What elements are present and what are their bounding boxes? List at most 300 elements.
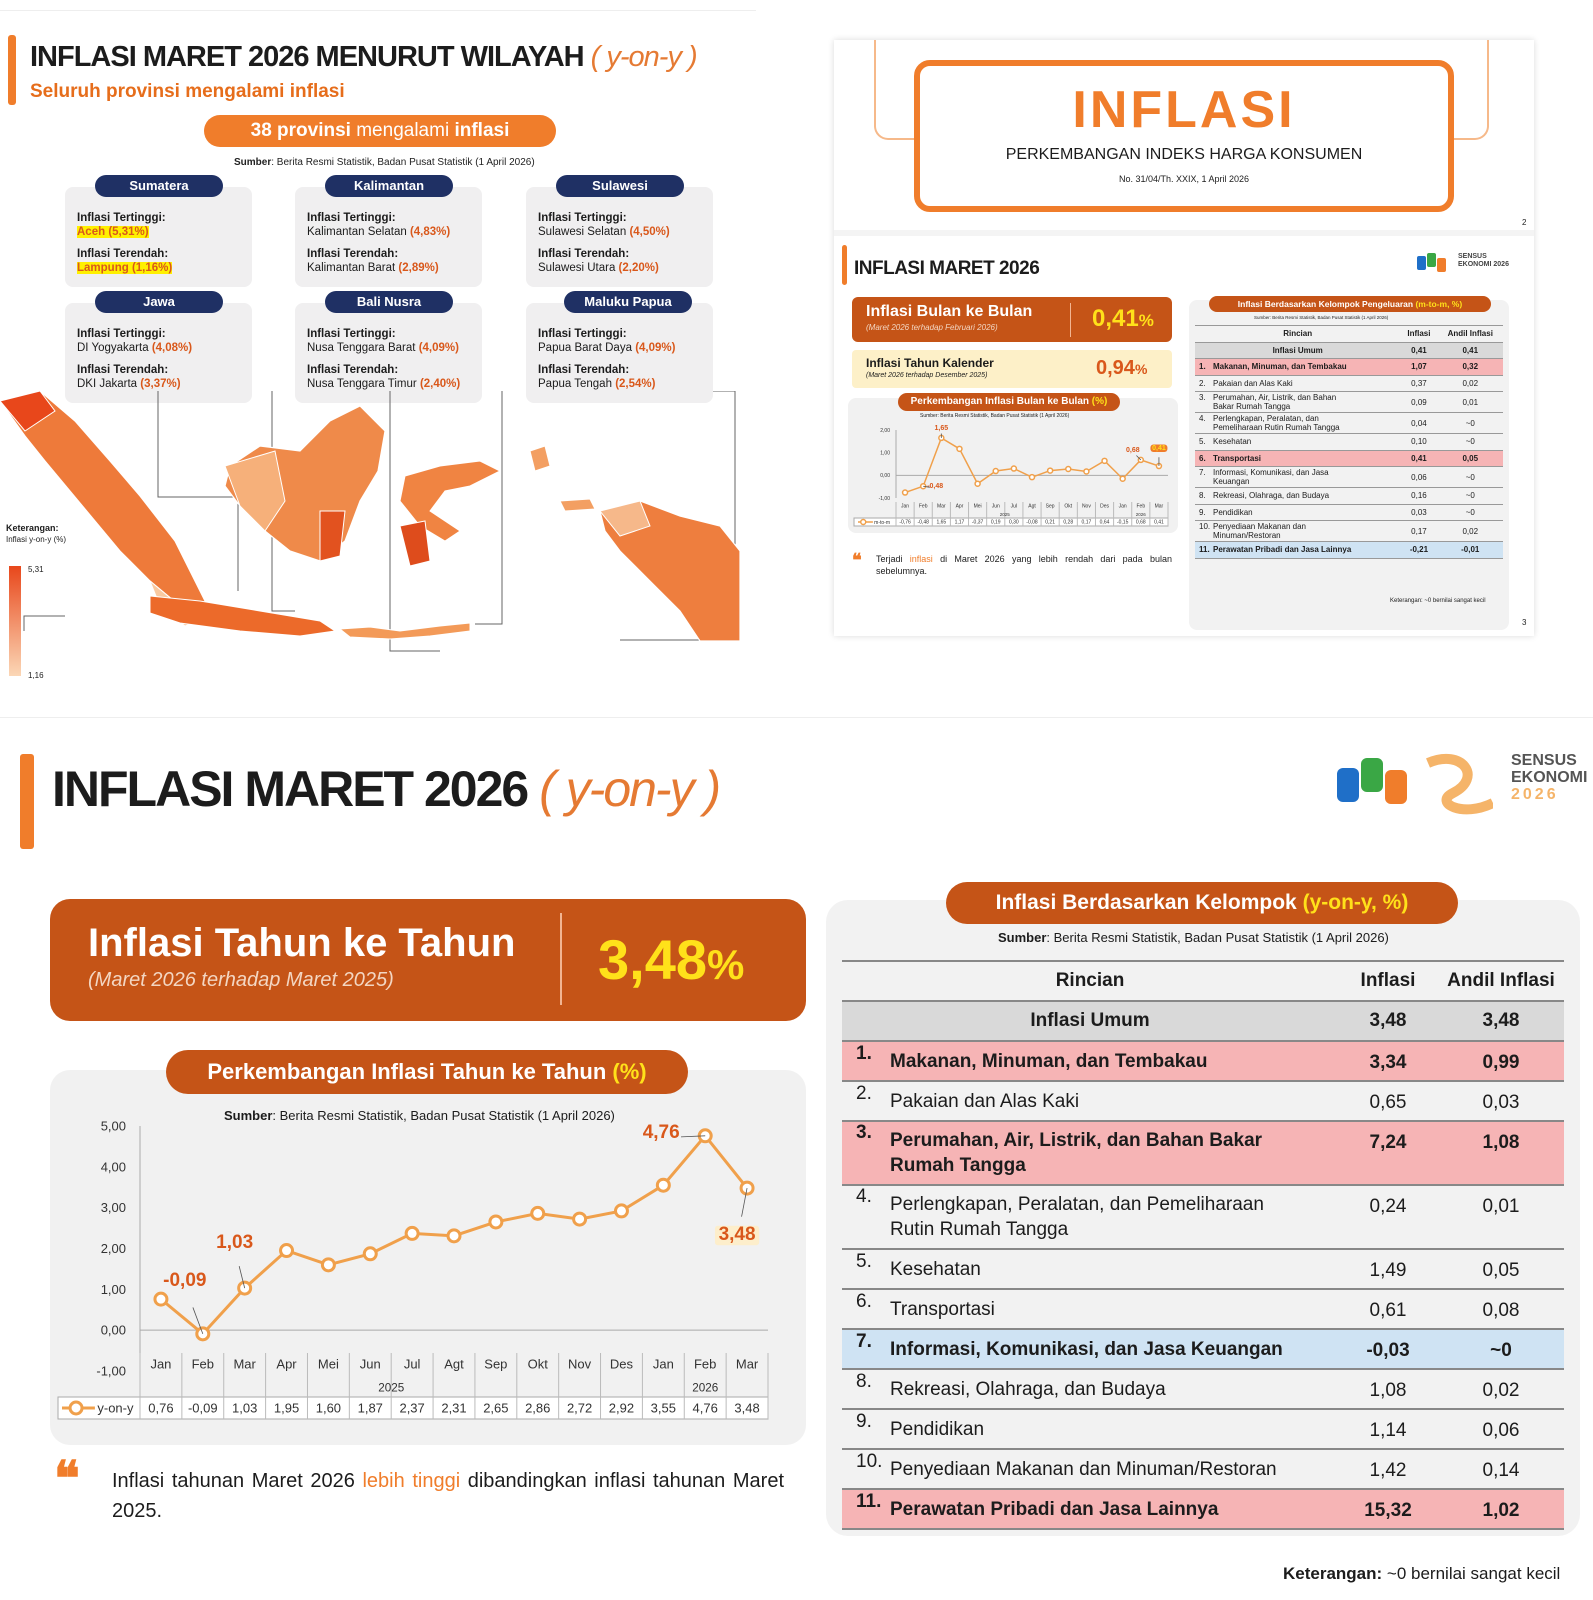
row-inflasi: 0,37 [1400, 375, 1437, 392]
row-andil: 0,08 [1438, 1289, 1564, 1329]
row-label: 9. Pendidikan [1195, 504, 1400, 521]
row-inflasi: -0,03 [1338, 1329, 1438, 1369]
highest-label: Inflasi Tertinggi: [77, 328, 166, 340]
row-inflasi: 0,10 [1400, 434, 1437, 451]
x-tick-label: Jan [1118, 503, 1127, 510]
region-card-maluku-papua [526, 294, 713, 403]
sensus-ekonomi-logo [1333, 748, 1588, 818]
data-point [574, 1213, 586, 1225]
data-label: 3,48 [718, 1224, 756, 1246]
row-inflasi: 0,41 [1400, 342, 1437, 359]
row-andil: 1,08 [1438, 1121, 1564, 1185]
row-andil: 0,02 [1438, 521, 1504, 542]
table-row [1195, 488, 1503, 505]
x-tick-label: Mar [937, 503, 946, 510]
data-table-value: 2,65 [483, 1400, 509, 1416]
row-andil: 0,06 [1438, 1409, 1564, 1449]
row-label: 6. Transportasi [842, 1289, 1338, 1329]
lowest-label: Inflasi Terendah: [307, 364, 399, 376]
table-row-total [1195, 342, 1503, 359]
data-point [1084, 469, 1089, 474]
yoy-chart-title: Perkembangan Inflasi Tahun ke Tahun (%) [166, 1050, 688, 1094]
highest-label: Inflasi Tertinggi: [307, 212, 396, 224]
cover-number: No. 31/04/Th. XXIX, 1 April 2026 [1118, 174, 1250, 184]
data-table-value: 0,28 [1063, 519, 1074, 526]
table-row [1195, 542, 1503, 559]
legend-marker [70, 1402, 82, 1414]
regional-inflation-panel [0, 10, 756, 700]
x-tick-label: Apr [955, 503, 964, 510]
region-name: Kalimantan [325, 175, 453, 197]
data-label: 4,76 [642, 1121, 680, 1143]
data-point [490, 1216, 502, 1228]
x-tick-label: Jan [901, 503, 910, 510]
year-label: 2025 [999, 512, 1010, 517]
legend-label: y-on-y [97, 1400, 134, 1416]
yoy-footnote: Keterangan: ~0 bernilai sangat kecil [1283, 1564, 1561, 1583]
data-table-value: 3,48 [734, 1400, 760, 1416]
data-table-value: 0,17 [1081, 519, 1092, 526]
x-tick-label: Mar [1154, 503, 1164, 510]
highest-province: Kalimantan Selatan (4,83%) [307, 226, 451, 238]
data-table-value: -0,15 [1116, 519, 1129, 526]
row-label: Inflasi Umum [1195, 342, 1400, 359]
table-row [1195, 434, 1503, 451]
row-andil: 1,02 [1438, 1489, 1564, 1529]
yearly-inflation-panel [0, 717, 1593, 1600]
legend-gradient-bar [9, 566, 21, 676]
row-inflasi: 0,03 [1400, 504, 1437, 521]
data-point [975, 481, 980, 486]
region-card-kalimantan [295, 178, 482, 287]
row-inflasi: 7,24 [1338, 1121, 1438, 1185]
table-row [842, 1249, 1564, 1289]
row-label: 2. Pakaian dan Alas Kaki [1195, 375, 1400, 392]
cover-title: INFLASI [1072, 81, 1296, 139]
yoy-value-card [50, 899, 806, 1021]
lowest-label: Inflasi Terendah: [77, 364, 169, 376]
row-inflasi: 0,16 [1400, 488, 1437, 505]
y-tick-label: 1,00 [100, 1281, 126, 1297]
lowest-province: Sulawesi Utara (2,20%) [538, 262, 659, 274]
row-andil: 0,02 [1438, 1369, 1564, 1409]
x-tick-label: Jan [652, 1356, 674, 1372]
mtm-category-table [1195, 325, 1503, 559]
x-tick-label: Des [609, 1356, 634, 1372]
row-inflasi: 0,06 [1400, 467, 1437, 488]
data-point [741, 1182, 753, 1194]
y-tick-label: 2,00 [880, 427, 890, 434]
map-panel-title: INFLASI MARET 2026 MENURUT WILAYAH ( y-on-y ) [30, 41, 697, 73]
sensus-ekonomi-logo [1414, 250, 1524, 276]
x-tick-label: Mei [317, 1356, 339, 1372]
x-tick-label: Feb [1136, 503, 1146, 510]
data-point [903, 490, 908, 495]
row-inflasi: 0,65 [1338, 1081, 1438, 1121]
row-label: 1. Makanan, Minuman, dan Tembakau [842, 1041, 1338, 1081]
yoy-table-title: Inflasi Berdasarkan Kelompok (y-on-y, %) [946, 882, 1458, 924]
legend-title: Keterangan: [6, 523, 59, 533]
row-label: 11. Perawatan Pribadi dan Jasa Lainnya [1195, 542, 1400, 559]
row-andil: 0,14 [1438, 1449, 1564, 1489]
data-point [657, 1179, 669, 1191]
row-label: 8. Rekreasi, Olahraga, dan Budaya [842, 1369, 1338, 1409]
table-row [842, 1041, 1564, 1081]
row-andil: -0,01 [1438, 542, 1504, 559]
data-table-value: 0,41 [1154, 519, 1164, 526]
row-andil: 0,32 [1438, 359, 1504, 376]
connector-line [475, 391, 502, 624]
row-label: 7. Informasi, Komunikasi, dan Jasa Keuangan [842, 1329, 1338, 1369]
region-name: Sulawesi [556, 175, 684, 197]
x-tick-label: Okt [1064, 503, 1073, 510]
data-point [615, 1205, 627, 1217]
table-row [842, 1289, 1564, 1329]
table-row [842, 1185, 1564, 1249]
connector-line [24, 616, 65, 631]
row-andil: ~0 [1438, 413, 1504, 434]
page-divider [834, 230, 1534, 236]
year-label: 2025 [378, 1381, 405, 1395]
col-header: Rincian [842, 961, 1338, 1001]
lowest-province: Lampung (1,16%) [77, 262, 173, 274]
row-andil: ~0 [1438, 434, 1504, 451]
data-table-value: 0,21 [1045, 519, 1056, 526]
logo-text: SENSUS EKONOMI 2026 [1458, 253, 1509, 268]
row-andil: 0,01 [1438, 392, 1504, 413]
data-table-value: 1,17 [954, 519, 965, 526]
mtm-chart-title: Perkembangan Inflasi Bulan ke Bulan (%) [898, 393, 1120, 411]
yoy-table-source: Sumber: Berita Resmi Statistik, Badan Pusat Statistik (1 April 2026) [998, 930, 1389, 945]
x-tick-label: Mei [973, 503, 982, 510]
map-source: Sumber: Berita Resmi Statistik, Badan Pusat Statistik (1 April 2026) [234, 157, 535, 168]
row-inflasi: 1,49 [1338, 1249, 1438, 1289]
x-tick-label: Feb [191, 1356, 215, 1372]
row-andil: 0,41 [1438, 342, 1504, 359]
mtm-quote: Terjadi inflasi di Maret 2026 yang lebih rendah dari pada bulan sebelumnya. [876, 554, 1172, 576]
y-tick-label: -1,00 [878, 495, 890, 502]
row-label: 4. Perlengkapan, Peralatan, dan Pemeliharaan Rutin Rumah Tangga [842, 1185, 1338, 1249]
page-number: 3 [1522, 618, 1527, 627]
highest-label: Inflasi Tertinggi: [538, 212, 627, 224]
data-table-value: 3,55 [650, 1400, 676, 1416]
cover-card [914, 60, 1454, 212]
y-tick-label: 2,00 [100, 1241, 126, 1257]
data-point [1011, 466, 1016, 471]
col-header: Andil Inflasi [1438, 326, 1504, 343]
data-point [1066, 466, 1071, 471]
x-tick-label: Jan [150, 1356, 172, 1372]
cover-subtitle: PERKEMBANGAN INDEKS HARGA KONSUMEN [1005, 146, 1363, 163]
yoy-category-table [842, 960, 1564, 1530]
row-andil: 0,02 [1438, 375, 1504, 392]
table-row [1195, 521, 1503, 542]
row-inflasi: 0,09 [1400, 392, 1437, 413]
row-andil: ~0 [1438, 467, 1504, 488]
region-card-bali-nusra [295, 294, 482, 403]
table-row [842, 1121, 1564, 1185]
mtm-value: 0,41% [1092, 305, 1154, 332]
ytd-value: 0,94% [1096, 357, 1148, 379]
title-accent-bar [8, 35, 16, 105]
region-name: Maluku Papua [564, 291, 692, 313]
row-label: 3. Perumahan, Air, Listrik, dan Bahan Bakar Rumah Tangga [842, 1121, 1338, 1185]
row-andil: 3,48 [1438, 1001, 1564, 1041]
yoy-label: Inflasi Tahun ke Tahun [88, 921, 516, 965]
legend-min-label: 1,16 [28, 671, 44, 680]
data-table-value: 1,65 [936, 519, 947, 526]
x-tick-label: Jun [991, 503, 1000, 510]
data-point [364, 1248, 376, 1260]
row-inflasi: 0,24 [1338, 1185, 1438, 1249]
data-table-value: 0,64 [1099, 519, 1110, 526]
x-tick-label: Nov [1081, 503, 1091, 510]
ytd-value-card [852, 350, 1172, 388]
yoy-value: 3,48% [598, 928, 745, 991]
row-label: 6. Transportasi [1195, 450, 1400, 467]
data-label: 0,68 [1125, 446, 1140, 454]
quote-icon: ❝ [852, 550, 862, 570]
row-label: 10. Penyediaan Makanan dan Minuman/Restoran [1195, 521, 1400, 542]
row-label: 11. Perawatan Pribadi dan Jasa Lainnya [842, 1489, 1338, 1529]
data-label: 0,41 [1152, 445, 1166, 453]
x-tick-label: Agt [444, 1356, 464, 1372]
mtm-table-title: Inflasi Berdasarkan Kelompok Pengeluaran (m-to-m, %) [1209, 296, 1491, 312]
logo-text: SENSUS EKONOMI 2026 [1511, 752, 1588, 803]
table-row [842, 1409, 1564, 1449]
data-point [406, 1227, 418, 1239]
data-label: -0,09 [163, 1269, 207, 1291]
x-tick-label: Mar [233, 1356, 256, 1372]
row-andil: 0,05 [1438, 450, 1504, 467]
row-label: Inflasi Umum [842, 1001, 1338, 1041]
x-tick-label: Feb [918, 503, 928, 510]
row-andil: ~0 [1438, 1329, 1564, 1369]
highest-label: Inflasi Tertinggi: [77, 212, 166, 224]
row-andil: ~0 [1438, 504, 1504, 521]
x-tick-label: Sep [484, 1356, 508, 1372]
data-point [322, 1259, 334, 1271]
row-label: 2. Pakaian dan Alas Kaki [842, 1081, 1338, 1121]
data-table-value: 0,30 [1008, 519, 1019, 526]
highest-province: DI Yogyakarta (4,08%) [77, 342, 193, 354]
table-row [842, 1329, 1564, 1369]
title-accent-bar [842, 245, 847, 285]
data-table-value: 1,03 [232, 1400, 258, 1416]
table-row [1195, 392, 1503, 413]
y-tick-label: 0,00 [880, 473, 890, 480]
x-tick-label: Agt [1028, 503, 1036, 510]
data-table-value: -0,09 [187, 1400, 218, 1416]
highest-province: Sulawesi Selatan (4,50%) [538, 226, 670, 238]
row-label: 4. Perlengkapan, Peralatan, dan Pemeliharaan Rutin Rumah Tangga [1195, 413, 1400, 434]
yoy-quote: Inflasi tahunan Maret 2026 lebih tinggi dibandingkan inflasi tahunan Maret 2025. [112, 1470, 785, 1522]
row-inflasi: 1,42 [1338, 1449, 1438, 1489]
row-andil: 0,99 [1438, 1041, 1564, 1081]
data-table-value: 2,86 [525, 1400, 551, 1416]
data-point [993, 469, 998, 474]
x-tick-label: Nov [568, 1356, 592, 1372]
table-row [842, 1369, 1564, 1409]
data-table-value: 1,60 [315, 1400, 342, 1416]
data-point [1102, 458, 1107, 463]
year-label: 2026 [692, 1381, 719, 1395]
legend-subtitle: Inflasi y-on-y (%) [6, 535, 67, 544]
y-tick-label: 0,00 [100, 1322, 126, 1338]
row-label: 5. Kesehatan [1195, 434, 1400, 451]
mtm-period: (Maret 2026 terhadap Februari 2026) [866, 323, 998, 332]
data-point [239, 1282, 251, 1294]
ytd-label: Inflasi Tahun Kalender [866, 356, 994, 370]
table-row [842, 1489, 1564, 1529]
region-card-sumatera [65, 178, 252, 287]
col-header: Andil Inflasi [1438, 961, 1564, 1001]
table-row [1195, 504, 1503, 521]
highest-province: Nusa Tenggara Barat (4,09%) [307, 342, 459, 354]
row-label: 10. Penyediaan Makanan dan Minuman/Restoran [842, 1449, 1338, 1489]
table-row [1195, 450, 1503, 467]
data-table-value: -0,08 [1026, 519, 1038, 526]
data-table-value: 2,31 [441, 1400, 467, 1416]
data-point [1120, 476, 1125, 481]
table-row [842, 1449, 1564, 1489]
mtm-value-card [852, 297, 1172, 342]
lowest-label: Inflasi Terendah: [538, 248, 630, 260]
lowest-label: Inflasi Terendah: [77, 248, 169, 260]
row-andil: 0,05 [1438, 1249, 1564, 1289]
yoy-period: (Maret 2026 terhadap Maret 2025) [88, 969, 394, 991]
data-point [532, 1207, 544, 1219]
table-row [1195, 413, 1503, 434]
region-name: Bali Nusra [325, 291, 453, 313]
mtm-label: Inflasi Bulan ke Bulan [866, 303, 1033, 320]
y-tick-label: -1,00 [96, 1363, 126, 1379]
lowest-province: Papua Tengah (2,54%) [538, 378, 656, 390]
data-table-value: 0,68 [1135, 519, 1146, 526]
row-andil: 0,03 [1438, 1081, 1564, 1121]
data-table-value: 2,92 [608, 1400, 635, 1416]
lowest-label: Inflasi Terendah: [538, 364, 630, 376]
row-label: 5. Kesehatan [842, 1249, 1338, 1289]
row-label: 7. Informasi, Komunikasi, dan Jasa Keuangan [1195, 467, 1400, 488]
row-inflasi: 3,34 [1338, 1041, 1438, 1081]
kalimantan-selatan-province [320, 511, 345, 561]
mtm-chart-source: Sumber: Berita Resmi Statistik, Badan Pusat Statistik (1 April 2026) [920, 413, 1070, 419]
highest-label: Inflasi Tertinggi: [538, 328, 627, 340]
data-point [957, 446, 962, 451]
region-card-jawa [65, 294, 252, 403]
data-table-value: 1,87 [357, 1400, 383, 1416]
data-table-value: 4,76 [692, 1400, 718, 1416]
table-row [1195, 467, 1503, 488]
table-row [1195, 375, 1503, 392]
lowest-label: Inflasi Terendah: [307, 248, 399, 260]
mtm-line-chart [848, 418, 1178, 536]
row-inflasi: 0,61 [1338, 1289, 1438, 1329]
lowest-province: DKI Jakarta (3,37%) [77, 378, 181, 390]
legend-marker [861, 520, 866, 525]
row-inflasi: 0,04 [1400, 413, 1437, 434]
data-point [197, 1328, 209, 1340]
x-tick-label: Jun [359, 1356, 381, 1372]
bali-nusra-region [340, 623, 470, 639]
table-row [1195, 359, 1503, 376]
title-accent-bar [20, 754, 34, 849]
legend-max-label: 5,31 [28, 565, 44, 574]
row-label: 1. Makanan, Minuman, dan Tembakau [1195, 359, 1400, 376]
region-name: Sumatera [95, 175, 223, 197]
indonesia-choropleth-map [0, 391, 756, 700]
data-point [1048, 468, 1053, 473]
data-table-value: -0,48 [917, 519, 929, 526]
yoy-page-title: INFLASI MARET 2026 ( y-on-y ) [52, 761, 720, 817]
yoy-chart-source: Sumber: Berita Resmi Statistik, Badan Pusat Statistik (1 April 2026) [224, 1108, 615, 1123]
table-row-total [842, 1001, 1564, 1041]
row-label: 8. Rekreasi, Olahraga, dan Budaya [1195, 488, 1400, 505]
x-tick-label: Mar [735, 1356, 759, 1372]
col-header: Rincian [1195, 326, 1400, 343]
jawa-region [150, 596, 335, 636]
table-row [842, 1081, 1564, 1121]
x-tick-label: Apr [276, 1356, 297, 1372]
highest-province: Papua Barat Daya (4,09%) [538, 342, 676, 354]
map-panel-subtitle: Seluruh provinsi mengalami inflasi [30, 81, 345, 102]
x-tick-label: Des [1100, 503, 1109, 510]
data-table-value: 2,72 [566, 1400, 593, 1416]
x-tick-label: Jul [1010, 503, 1018, 510]
row-inflasi: 0,17 [1400, 521, 1437, 542]
data-point [448, 1230, 460, 1242]
region-card-sulawesi [526, 178, 713, 287]
data-label: 1,65 [934, 424, 949, 432]
legend-label: m-to-m [874, 519, 891, 526]
data-table-value: 0,76 [148, 1400, 174, 1416]
x-tick-label: Jul [403, 1356, 421, 1372]
ytd-period: (Maret 2026 terhadap Desember 2025) [866, 372, 988, 379]
mtm-table-source: Sumber: Berita Resmi Statistik, Badan Pusat Statistik (1 April 2026) [1254, 315, 1389, 320]
x-tick-label: Feb [693, 1356, 717, 1372]
row-label: 3. Perumahan, Air, Listrik, dan Bahan Bakar Rumah Tangga [1195, 392, 1400, 413]
data-point [1030, 475, 1035, 480]
region-name: Jawa [95, 291, 223, 313]
page-number: 2 [1522, 218, 1527, 227]
row-label: 9. Pendidikan [842, 1409, 1338, 1449]
data-table-value: 1,95 [273, 1400, 300, 1416]
data-table-value: -0,76 [899, 519, 911, 526]
data-label: -0,48 [927, 483, 944, 491]
lowest-province: Kalimantan Barat (2,89%) [307, 262, 439, 274]
mtm-page-title: INFLASI MARET 2026 [854, 258, 1040, 279]
col-header: Inflasi [1400, 326, 1437, 343]
monthly-inflation-panel [834, 40, 1534, 636]
sulawesi-selatan-province [400, 521, 430, 566]
row-andil: ~0 [1438, 488, 1504, 505]
row-inflasi: 15,32 [1338, 1489, 1438, 1529]
maluku-region [530, 446, 595, 511]
quote-icon: ❝ [54, 1453, 80, 1506]
mtm-footnote: Keterangan: ~0 bernilai sangat kecil [1390, 598, 1486, 604]
y-tick-label: 4,00 [100, 1159, 126, 1175]
y-tick-label: 1,00 [880, 450, 890, 457]
x-tick-label: Sep [1045, 503, 1055, 510]
data-point [155, 1293, 167, 1305]
y-tick-label: 5,00 [100, 1118, 126, 1134]
row-inflasi: 1,07 [1400, 359, 1437, 376]
year-label: 2026 [1135, 512, 1146, 517]
data-point [281, 1245, 293, 1257]
row-inflasi: 0,41 [1400, 450, 1437, 467]
col-header: Inflasi [1338, 961, 1438, 1001]
